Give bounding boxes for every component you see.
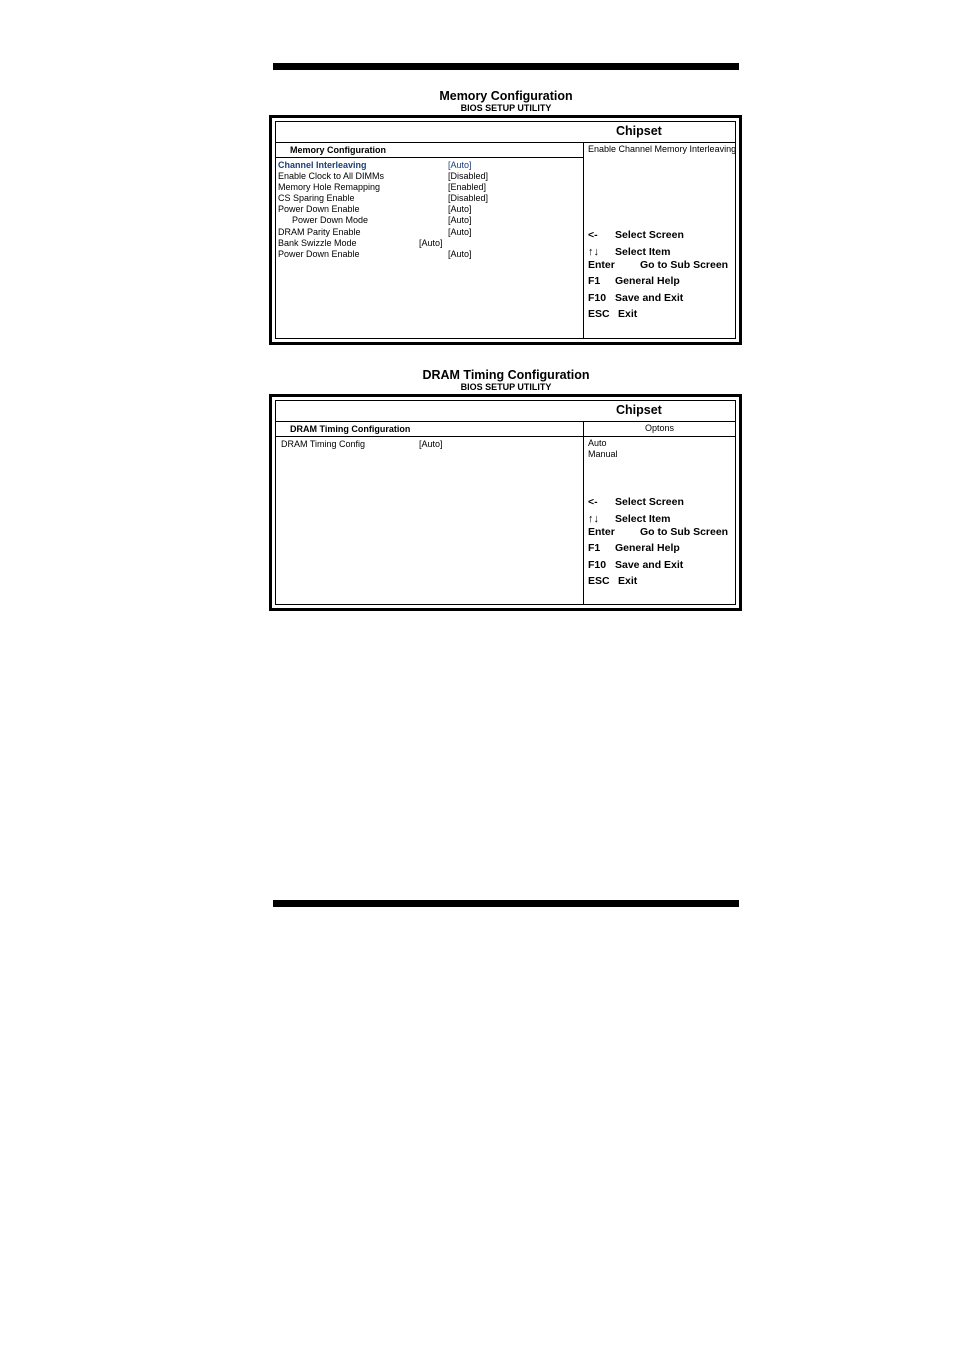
key-desc: Go to Sub Screen (640, 258, 729, 271)
setting-enable-clock-all-dimms-value[interactable]: [Disabled] (448, 171, 489, 181)
dram-title: DRAM Timing Configuration (422, 368, 590, 382)
key-esc: ESC (588, 575, 610, 588)
updown-arrows-icon: ↑↓ (588, 512, 599, 525)
dram-subtitle: BIOS SETUP UTILITY (460, 382, 552, 392)
option-auto[interactable]: Auto (588, 438, 607, 448)
key-desc: Save and Exit (615, 558, 684, 571)
memory-left-pane (276, 143, 584, 338)
setting-memory-hole-remapping-value[interactable]: [Enabled] (448, 182, 487, 192)
key-desc: Exit (618, 575, 638, 588)
setting-channel-interleaving-value[interactable]: [Auto] (448, 160, 472, 170)
setting-power-down-enable-2-value[interactable]: [Auto] (448, 249, 472, 259)
dram-pane-title: DRAM Timing Configuration (276, 422, 583, 437)
key-desc: Select Screen (615, 496, 684, 508)
memory-header-row (276, 122, 735, 143)
key-esc: ESC (588, 308, 610, 321)
key-enter: Enter (588, 258, 615, 271)
key-f10: F10 (588, 291, 607, 304)
memory-pane-title: Memory Configuration (276, 143, 583, 158)
setting-power-down-mode[interactable]: Power Down Mode (292, 215, 369, 225)
dram-bios-frame (275, 400, 736, 605)
key-desc: Go to Sub Screen (640, 525, 729, 538)
setting-dram-parity-enable-value[interactable]: [Auto] (448, 227, 472, 237)
key-f10: F10 (588, 558, 607, 571)
updown-arrows-icon: ↑↓ (588, 245, 599, 258)
memory-subtitle: BIOS SETUP UTILITY (460, 103, 552, 113)
key-desc: Select Item (615, 512, 671, 525)
setting-cs-sparing-enable-value[interactable]: [Disabled] (448, 193, 489, 203)
dram-help-pane (584, 422, 735, 604)
key-desc: Save and Exit (615, 291, 684, 304)
setting-power-down-mode-value[interactable]: [Auto] (448, 215, 472, 225)
setting-cs-sparing-enable[interactable]: CS Sparing Enable (278, 193, 355, 203)
setting-dram-parity-enable[interactable]: DRAM Parity Enable (278, 227, 361, 237)
setting-bank-swizzle-mode[interactable]: Bank Swizzle Mode (278, 238, 357, 248)
dram-bios-screen (269, 394, 742, 611)
key-enter: Enter (588, 525, 615, 538)
setting-power-down-enable[interactable]: Power Down Enable (278, 204, 360, 214)
key-left-arrow: <- (588, 496, 598, 508)
memory-help-text: Enable Channel Memory Interleaving (588, 144, 737, 154)
key-desc: General Help (615, 275, 680, 288)
bottom-rule (273, 900, 739, 907)
dram-header-row (276, 401, 735, 422)
memory-help-pane (584, 143, 735, 338)
tab-chipset[interactable]: Chipset (616, 403, 662, 417)
memory-bios-screen (269, 115, 742, 345)
memory-section-title (273, 89, 739, 114)
memory-title: Memory Configuration (439, 89, 573, 103)
key-desc: General Help (615, 542, 680, 555)
setting-bank-swizzle-mode-value[interactable]: [Auto] (419, 238, 443, 248)
dram-section-title (273, 368, 739, 393)
key-desc: Select Item (615, 245, 671, 258)
setting-enable-clock-all-dimms[interactable]: Enable Clock to All DIMMs (278, 171, 385, 181)
key-f1: F1 (588, 275, 601, 288)
tab-chipset[interactable]: Chipset (616, 124, 662, 138)
dram-left-pane (276, 422, 584, 604)
setting-power-down-enable-value[interactable]: [Auto] (448, 204, 472, 214)
setting-power-down-enable-2[interactable]: Power Down Enable (278, 249, 360, 259)
key-desc: Select Screen (615, 229, 684, 241)
option-manual[interactable]: Manual (588, 449, 618, 459)
key-left-arrow: <- (588, 229, 598, 241)
setting-dram-timing-config-value[interactable]: [Auto] (419, 439, 443, 449)
setting-dram-timing-config[interactable]: DRAM Timing Config (281, 439, 366, 449)
top-rule (273, 63, 739, 70)
options-header: Optons (644, 423, 675, 433)
options-divider (584, 436, 735, 437)
setting-channel-interleaving[interactable]: Channel Interleaving (278, 160, 367, 170)
memory-bios-frame (275, 121, 736, 339)
key-desc: Exit (618, 308, 638, 321)
key-f1: F1 (588, 542, 601, 555)
setting-memory-hole-remapping[interactable]: Memory Hole Remapping (278, 182, 381, 192)
